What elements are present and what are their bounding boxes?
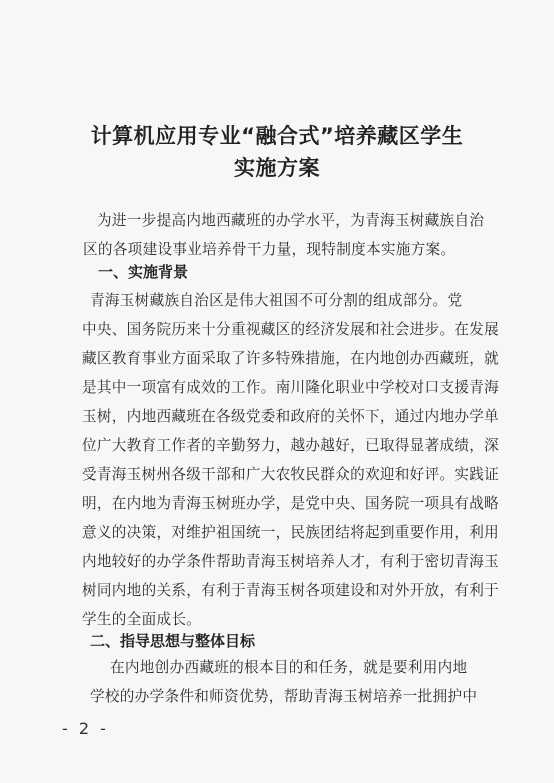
section1-line-2: 中央、国务院历来十分重视藏区的经济发展和社会进步。在发展 [82,321,500,338]
section1-line-12: 学生的全面成长。 [82,611,202,628]
document-title-line1: 计算机应用专业“融合式”培养藏区学生 [90,124,464,148]
document-title-line2: 实施方案 [234,156,320,180]
section1-line-10: 内地较好的办学条件帮助青海玉树培养人才，有利于密切青海玉 [82,553,500,570]
section1-line-11: 树同内地的关系，有利于青海玉树各项建设和对外开放，有利于 [82,582,500,599]
section1-line-1: 青海玉树藏族自治区是伟大祖国不可分割的组成部分。党 [90,292,463,309]
section2-line-1: 在内地创办西藏班的根本目的和任务，就是要利用内地 [110,659,468,676]
section1-line-9: 意义的决策，对维护祖国统一，民族团结将起到重要作用，利用 [82,524,500,541]
intro-line-1: 为进一步提高内地西藏班的办学水平，为青海玉树藏族自治 [97,212,485,229]
section1-line-7: 受青海玉树州各级干部和广大农牧民群众的欢迎和好评。实践证 [82,466,500,483]
section1-line-6: 位广大教育工作者的辛勤努力，越办越好，已取得显著成绩，深 [82,437,500,454]
section1-heading: 一、实施背景 [98,263,189,281]
section2-line-2: 学校的办学条件和师资优势，帮助青海玉树培养一批拥护中 [90,688,478,705]
intro-line-2: 区的各项建设事业培养骨干力量，现特制度本实施方案。 [83,241,456,258]
section1-line-5: 玉树，内地西藏班在各级党委和政府的关怀下，通过内地办学单 [82,408,500,425]
section1-line-4: 是其中一项富有成效的工作。南川隆化职业中学校对口支援青海 [82,379,500,396]
section1-line-3: 藏区教育事业方面采取了许多特殊措施，在内地创办西藏班，就 [82,350,500,367]
section2-heading: 二、指导思想与整体目标 [90,632,256,650]
page-number: - 2 - [62,719,109,738]
section1-line-8: 明，在内地为青海玉树班办学，是党中央、国务院一项具有战略 [82,495,500,512]
